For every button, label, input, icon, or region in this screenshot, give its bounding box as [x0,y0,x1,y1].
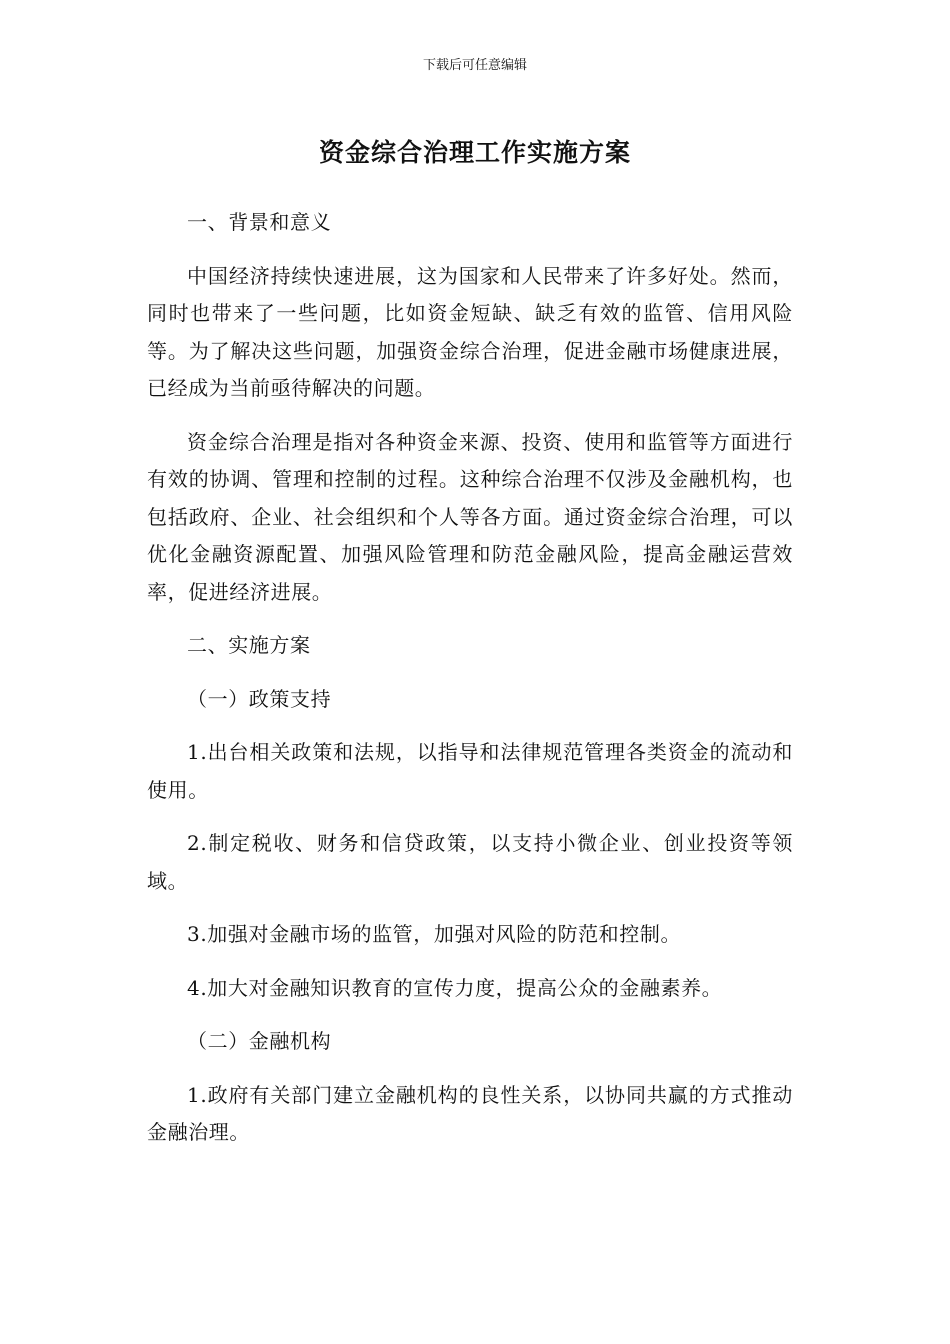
section-heading-plan: 二、实施方案 [187,633,311,657]
subsection-heading-policy: （一）政策支持 [187,686,332,711]
policy-item-1: 1.出台相关政策和法规，以指导和法律规范管理各类资金的流动和使用。 [147,740,793,802]
header-note: 下载后可任意编辑 [422,58,527,73]
policy-item-3: 3.加强对金融市场的监管，加强对风险的防范和控制。 [187,922,682,946]
document-body [147,204,793,1168]
institution-item-1: 1.政府有关部门建立金融机构的良性关系，以协同共赢的方式推动金融治理。 [147,1082,793,1144]
subsection-heading-institutions: （二）金融机构 [187,1029,332,1053]
paragraph-background-1: 中国经济持续快速进展，这为国家和人民带来了许多好处。然而，同时也带来了一些问题，比如资金短缺、缺乏有效的监管、信用风险等。为了解决这些问题，加强资金综合治理，促进金融市场健康进展，已经成为当前亟待解决的问题。 [147,263,793,400]
policy-item-4: 4.加大对金融知识教育的宣传力度，提高公众的金融素养。 [187,975,723,1000]
paragraph-background-2: 资金综合治理是指对各种资金来源、投资、使用和监管等方面进行有效的协调、管理和控制的过程。这种综合治理不仅涉及金融机构，也包括政府、企业、社会组织和个人等各方面。通过资金综合治理，可以优化金融资源配置、加强风险管理和防范金融风险，提高金融运营效率，促进经济进展。 [147,429,793,604]
document-title: 资金综合治理工作实施方案 [318,138,631,167]
section-heading-background: 一、背景和意义 [187,210,332,234]
policy-item-2: 2.制定税收、财务和信贷政策，以支持小微企业、创业投资等领域。 [147,831,793,893]
